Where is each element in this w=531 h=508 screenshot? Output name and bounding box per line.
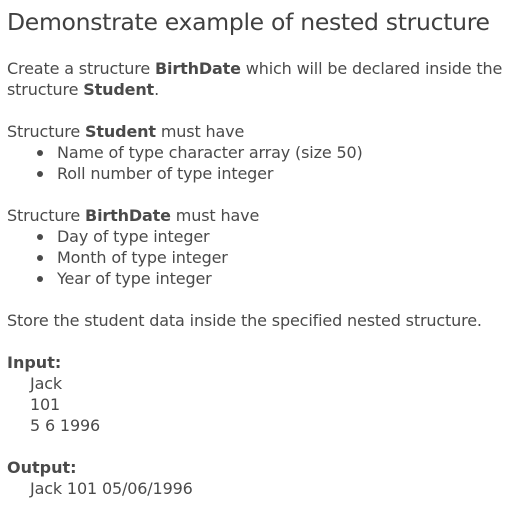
- input-label: Input:: [7, 353, 62, 372]
- page-title: Demonstrate example of nested structure: [7, 8, 490, 36]
- bullet-icon: [37, 276, 43, 282]
- spacer: [7, 184, 531, 205]
- intro-paragraph: [7, 58, 531, 100]
- intro-text-2: which will be declared inside the structure: [7, 59, 503, 99]
- store-instruction: Store the student data inside the specified nested structure.: [7, 311, 482, 330]
- spacer: [7, 436, 531, 457]
- birthdate-field-list: [7, 226, 531, 289]
- list-item-text: Roll number of type integer: [57, 164, 274, 183]
- output-line: Jack 101 05/06/1996: [30, 479, 193, 498]
- input-line: 101: [30, 395, 61, 414]
- birthdate-heading-name: BirthDate: [85, 206, 171, 225]
- list-item-text: Name of type character array (size 50): [57, 143, 363, 162]
- spacer: [7, 289, 531, 310]
- student-field-list: [7, 142, 531, 184]
- intro-student-term: Student: [83, 80, 155, 99]
- problem-statement: [7, 6, 531, 499]
- student-heading-lead: Structure: [7, 122, 86, 141]
- bullet-icon: [37, 150, 43, 156]
- bullet-icon: [37, 234, 43, 240]
- input-line: Jack: [30, 374, 62, 393]
- list-item: [35, 268, 531, 289]
- bullet-icon: [37, 171, 43, 177]
- intro-birthdate-term: BirthDate: [155, 59, 241, 78]
- output-label: Output:: [7, 458, 77, 477]
- student-heading-tail: must have: [155, 122, 245, 141]
- list-item-text: Year of type integer: [57, 269, 212, 288]
- spacer: [7, 100, 531, 121]
- birthdate-heading: [7, 205, 531, 226]
- input-line: 5 6 1996: [30, 416, 101, 435]
- birthdate-heading-lead: Structure: [7, 206, 86, 225]
- list-item: [35, 142, 531, 163]
- list-item-text: Month of type integer: [57, 248, 228, 267]
- list-item: [35, 163, 531, 184]
- student-heading-name: Student: [85, 122, 156, 141]
- birthdate-heading-tail: must have: [170, 206, 260, 225]
- list-item: [35, 226, 531, 247]
- spacer: [7, 331, 531, 352]
- intro-text-1: Create a structure: [7, 59, 155, 78]
- intro-text-3: .: [154, 80, 159, 99]
- bullet-icon: [37, 255, 43, 261]
- student-heading: [7, 121, 531, 142]
- list-item-text: Day of type integer: [57, 227, 210, 246]
- list-item: [35, 247, 531, 268]
